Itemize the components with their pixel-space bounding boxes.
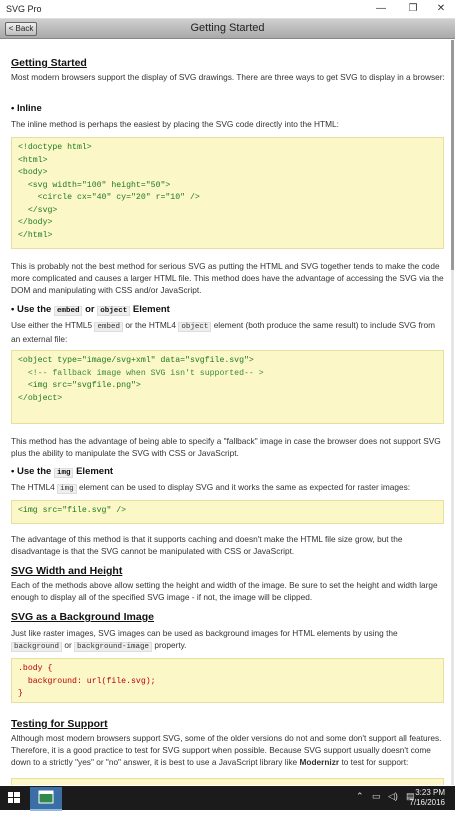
- heading-text: Element: [132, 304, 170, 315]
- code-line: <!-- fallback image when SVG isn't supported-- >: [18, 368, 264, 378]
- taskbar-app-svgpro[interactable]: [30, 787, 62, 811]
- inline-code: embed: [54, 306, 83, 316]
- text-run: element can be used to display SVG and it works the same as expected for raster images:: [78, 482, 411, 492]
- heading-text: • Use the: [11, 304, 52, 315]
- heading-text: • Use the: [11, 466, 52, 477]
- volume-icon[interactable]: ◁): [388, 791, 398, 801]
- text-run: or the HTML4: [125, 320, 177, 330]
- inline-code: embed: [94, 322, 123, 332]
- code-block-object: [11, 350, 444, 424]
- code-line: </svg>: [18, 205, 58, 215]
- object-after-paragraph: This method has the advantage of being able to specify a "fallback" image in case the browser does not support SVG plus the ability to manipulate the SVG with CSS or JavaScript.: [11, 436, 441, 458]
- heading-text: Element: [76, 466, 114, 477]
- app-title: SVG Pro: [6, 4, 42, 14]
- img-after-paragraph: The advantage of this method is that it supports caching and doesn't make the HTML file size grow, but the disadvantage is that the SVG cannot be manipulated with CSS or JavaScript.: [11, 534, 403, 556]
- code-line: }: [18, 689, 23, 698]
- text-run: or: [64, 640, 72, 650]
- text-run: The HTML4: [11, 482, 55, 492]
- text-run: element (both produce the same result) to include SVG from an external file:: [11, 320, 436, 344]
- article: [0, 40, 455, 785]
- chevron-up-icon[interactable]: ⌃: [356, 791, 364, 801]
- page-title: Getting Started: [190, 22, 265, 34]
- size-paragraph: Each of the methods above allow setting the height and width of the image. Be sure to set the height and width large enough to display all of the specified SVG image - if not, the image will be clipped.: [11, 580, 438, 602]
- notification-icon[interactable]: ▤: [406, 791, 415, 801]
- text-run: Just like raster images, SVG images can be used as background images for HTML elements by using the: [11, 628, 398, 638]
- window-titlebar: [0, 0, 455, 19]
- text-run: property.: [154, 640, 187, 650]
- code-block-img: [11, 500, 444, 524]
- intro-paragraph: Most modern browsers support the display of SVG drawings. There are three ways to get SVG to display in a browser:: [11, 72, 445, 82]
- code-line: <!doctype html>: [18, 143, 92, 152]
- back-button[interactable]: < Back: [5, 22, 37, 36]
- code-line: .body {: [18, 664, 53, 673]
- windows-logo-icon: [2, 788, 26, 808]
- clock[interactable]: [409, 788, 445, 808]
- nav-bar: [0, 19, 455, 39]
- code-line: <object type="image/svg+xml" data="svgfile.svg">: [18, 356, 254, 365]
- heading-inline: • Inline: [11, 103, 42, 114]
- close-button[interactable]: ✕: [436, 3, 446, 14]
- inline-code: object: [178, 322, 211, 332]
- embed-paragraph: [11, 319, 445, 345]
- code-block-background: [11, 658, 444, 703]
- text-run: to test for support:: [341, 757, 409, 767]
- code-line: </body>: [18, 218, 53, 227]
- text-run: Use either the HTML5: [11, 320, 93, 330]
- clock-date: 7/16/2016: [409, 798, 445, 807]
- code-line: background: url(file.svg);: [18, 676, 156, 686]
- inline-code: img: [54, 468, 74, 478]
- code-line: <img src="file.svg" />: [18, 506, 127, 515]
- app-window-icon: [30, 787, 62, 807]
- maximize-button[interactable]: ❐: [408, 3, 418, 14]
- testing-paragraph: [11, 732, 445, 768]
- background-paragraph: [11, 627, 445, 653]
- code-block-partial: [11, 778, 444, 785]
- heading-width-height: SVG Width and Height: [11, 565, 123, 577]
- modernizr-text: Modernizr: [299, 757, 340, 767]
- inline-code: background-image: [74, 642, 152, 652]
- inline-code: background: [11, 642, 62, 652]
- heading-background: SVG as a Background Image: [11, 611, 154, 623]
- heading-text: or: [85, 304, 95, 315]
- code-line: <html>: [18, 155, 48, 165]
- inline-paragraph: The inline method is perhaps the easiest by placing the SVG code directly into the HTML:: [11, 119, 339, 129]
- start-button[interactable]: [2, 788, 26, 808]
- heading-img: [11, 466, 113, 477]
- heading-getting-started: Getting Started: [11, 57, 87, 69]
- clock-time: 3:23 PM: [415, 788, 445, 797]
- code-block-inline: [11, 137, 444, 249]
- network-icon[interactable]: ▭: [372, 791, 381, 801]
- inline-code: object: [97, 306, 130, 316]
- inline-code: img: [57, 484, 77, 494]
- img-paragraph: [11, 481, 445, 495]
- code-line: </object>: [18, 393, 63, 403]
- article-scroll-area[interactable]: [0, 40, 455, 785]
- code-line: </html>: [18, 230, 53, 240]
- inline-after-paragraph: This is probably not the best method for serious SVG as putting the HTML and SVG together tends to make the code more complicated and causes a larger HTML file. This method does have the advantage of accessing the SVG via the DOM and manipulating with CSS and/or JavaScript.: [11, 261, 444, 295]
- heading-embed-object: [11, 304, 170, 315]
- text-run: Although most modern browsers support SVG, some of the older versions do not and some don't support all features. Therefore, it is a good practice to test for SVG support when possible. Because SVG support usually doesn't come down to a strictly "yes" or "no" answer, it is best to use a JavaScript library like: [11, 733, 442, 767]
- minimize-button[interactable]: —: [376, 3, 386, 14]
- taskbar: [0, 786, 455, 810]
- scrollbar-thumb[interactable]: [451, 40, 454, 270]
- code-line: <img src="svgfile.png">: [18, 381, 141, 390]
- heading-testing: Testing for Support: [11, 718, 108, 730]
- code-line: <body>: [18, 168, 48, 177]
- code-line: <circle cx="40" cy="20" r="10" />: [18, 193, 200, 202]
- code-line: <svg width="100" height="50">: [18, 180, 171, 190]
